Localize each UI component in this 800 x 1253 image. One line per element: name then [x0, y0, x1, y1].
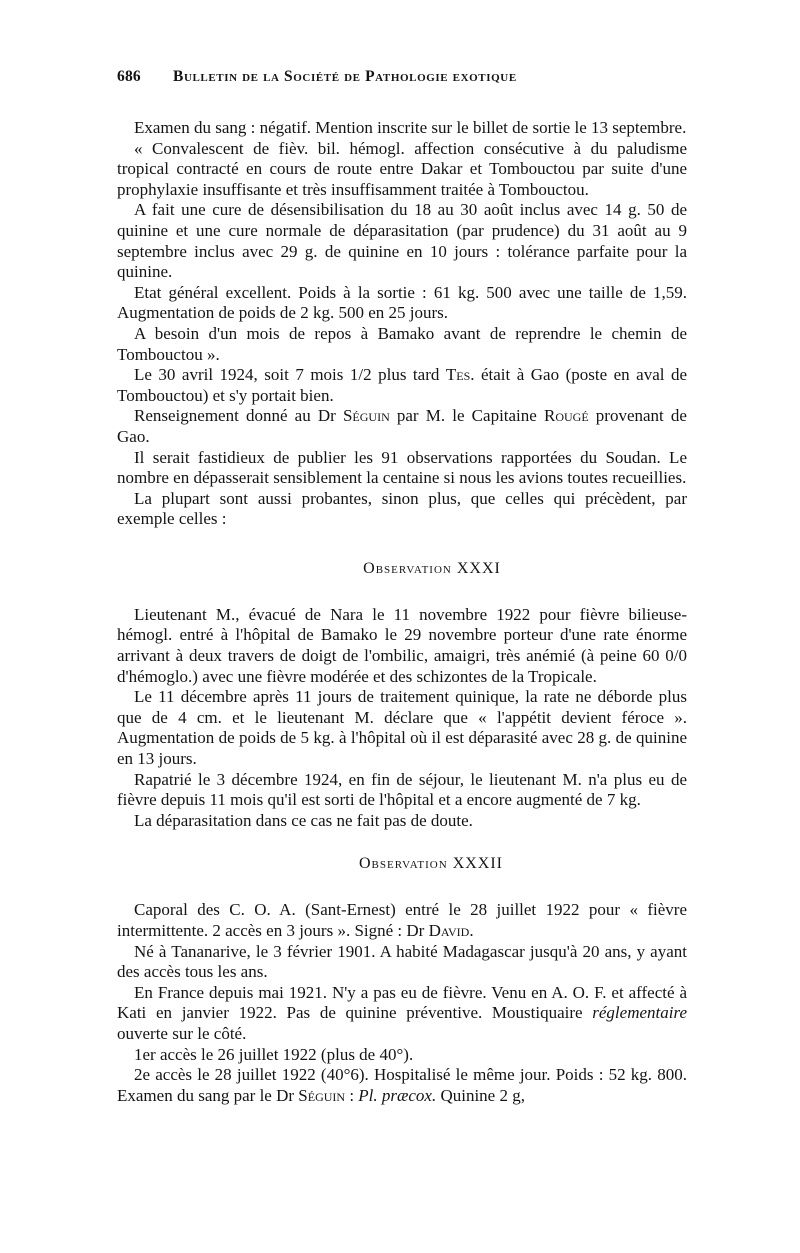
text-run: : [345, 1085, 359, 1105]
text-run: En France depuis mai 1921. N'y a pas eu de fièvre. Venu en A. O. F. et affecté à Kati en janvier 1922. Pas de quinine préventive. Moustiquaire [117, 982, 687, 1023]
text-run: était à Gao (poste en aval de Tombouctou) et s'y portait bien. [117, 365, 688, 405]
author-name: Séguin [342, 406, 390, 426]
emphasis: Pl. præcox. [358, 1085, 437, 1105]
paragraph-renseignement [117, 406, 687, 447]
page-header [117, 68, 687, 94]
text-run: Caporal des C. O. A. (Sant-Ernest) entré le 28 juillet 1922 pour « fièvre intermittente. 2 accès en 3 jours ». Signé : Dr [117, 900, 687, 940]
paragraph [117, 983, 687, 1045]
observation-heading: Observation XXXI [363, 559, 501, 577]
text-run: Quinine 2 g, [436, 1085, 525, 1105]
paragraph: Examen du sang : négatif. Mention inscrite sur le billet de sortie le 13 septembre. [134, 118, 687, 137]
text-run: . [469, 921, 474, 940]
paragraph [117, 1065, 687, 1106]
text-run: ouverte sur le côté. [117, 1023, 247, 1043]
paragraph: Rapatrié le 3 décembre 1924, en fin de séjour, le lieutenant M. n'a plus eu de fièvre depuis 11 mois qu'il est sorti de l'hôpital et a encore augmenté de 7 kg. [117, 769, 687, 810]
running-title: Bulletin de la Société de Pathologie exotique [173, 68, 517, 85]
paragraph: Etat général excellent. Poids à la sortie : 61 kg. 500 avec une taille de 1,59. Augmentation de poids de 2 kg. 500 en 25 jours. [117, 282, 687, 323]
text-run: 2e accès le 28 juillet 1922 (40°6). Hospitalisé le même jour. Poids : 52 kg. 800. Examen du sang par le Dr [117, 1065, 687, 1105]
patient-name: Tes. [445, 365, 475, 385]
author-name: Rougé [543, 406, 589, 426]
paragraph: 1er accès le 26 juillet 1922 (plus de 40°). [134, 1044, 414, 1064]
paragraph: A fait une cure de désensibilisation du 18 au 30 août inclus avec 14 g. 50 de quinine et une cure normale de déparasitation (par prudence) du 31 août au 9 septembre inclus avec 29 g. de quinine en 10 jours : tolérance parfaite pour la quinine. [117, 200, 687, 282]
article-body [117, 118, 687, 1106]
text-run: Renseignement donné au Dr [134, 406, 343, 426]
paragraph: La déparasitation dans ce cas ne fait pas de doute. [134, 810, 473, 830]
paragraph: A besoin d'un mois de repos à Bamako avant de reprendre le chemin de Tombouctou ». [117, 323, 687, 364]
paragraph: Lieutenant M., évacué de Nara le 11 novembre 1922 pour fièvre bilieuse-hémogl. entré à l'hôpital de Bamako le 29 novembre porteur d'une rate énorme arrivant à deux travers de doigt de l'ombilic, amaigri, très anémié (à peine 60 0/0 d'hémoglo.) avec une fièvre modérée et des schizontes de la Tropicale. [117, 604, 687, 686]
paragraph-gao [117, 365, 687, 406]
observation-heading: Observation XXXII [358, 855, 504, 873]
paragraph: Né à Tananarive, le 3 février 1901. A habité Madagascar jusqu'à 20 ans, y ayant des accès tous les ans. [117, 941, 687, 982]
paragraph: Il serait fastidieux de publier les 91 observations rapportées du Soudan. Le nombre en dépasserait sensiblement la centaine si nous les avions toutes recueillies. [117, 447, 687, 488]
emphasis: réglementaire [592, 1003, 687, 1023]
author-name: Séguin [298, 1085, 346, 1105]
journal-page [117, 68, 687, 1106]
paragraph: « Convalescent de fièv. bil. hémogl. affection consécutive à du paludisme tropical contracté en cours de route entre Dakar et Tombouctou par suite d'une prophylaxie insuffisante et très insuffisamment traitée à Tombouctou. [117, 138, 687, 199]
text-run: Le 30 avril 1924, soit 7 mois 1/2 plus tard [134, 365, 446, 385]
paragraph [117, 900, 687, 941]
author-name: David [428, 921, 470, 940]
paragraph: Le 11 décembre après 11 jours de traitement quinique, la rate ne déborde plus que de 4 cm. et le lieutenant M. déclare que « l'appétit devient féroce ». Augmentation de poids de 5 kg. à l'hôpital où il est déparasité avec 28 g. de quinine en 13 jours. [117, 687, 687, 769]
text-run: par M. le Capitaine [389, 406, 544, 426]
page-number: 686 [117, 68, 141, 85]
paragraph: La plupart sont aussi probantes, sinon plus, que celles qui précèdent, par exemple celles : [117, 488, 687, 529]
text-run: provenant de Gao. [117, 406, 687, 446]
